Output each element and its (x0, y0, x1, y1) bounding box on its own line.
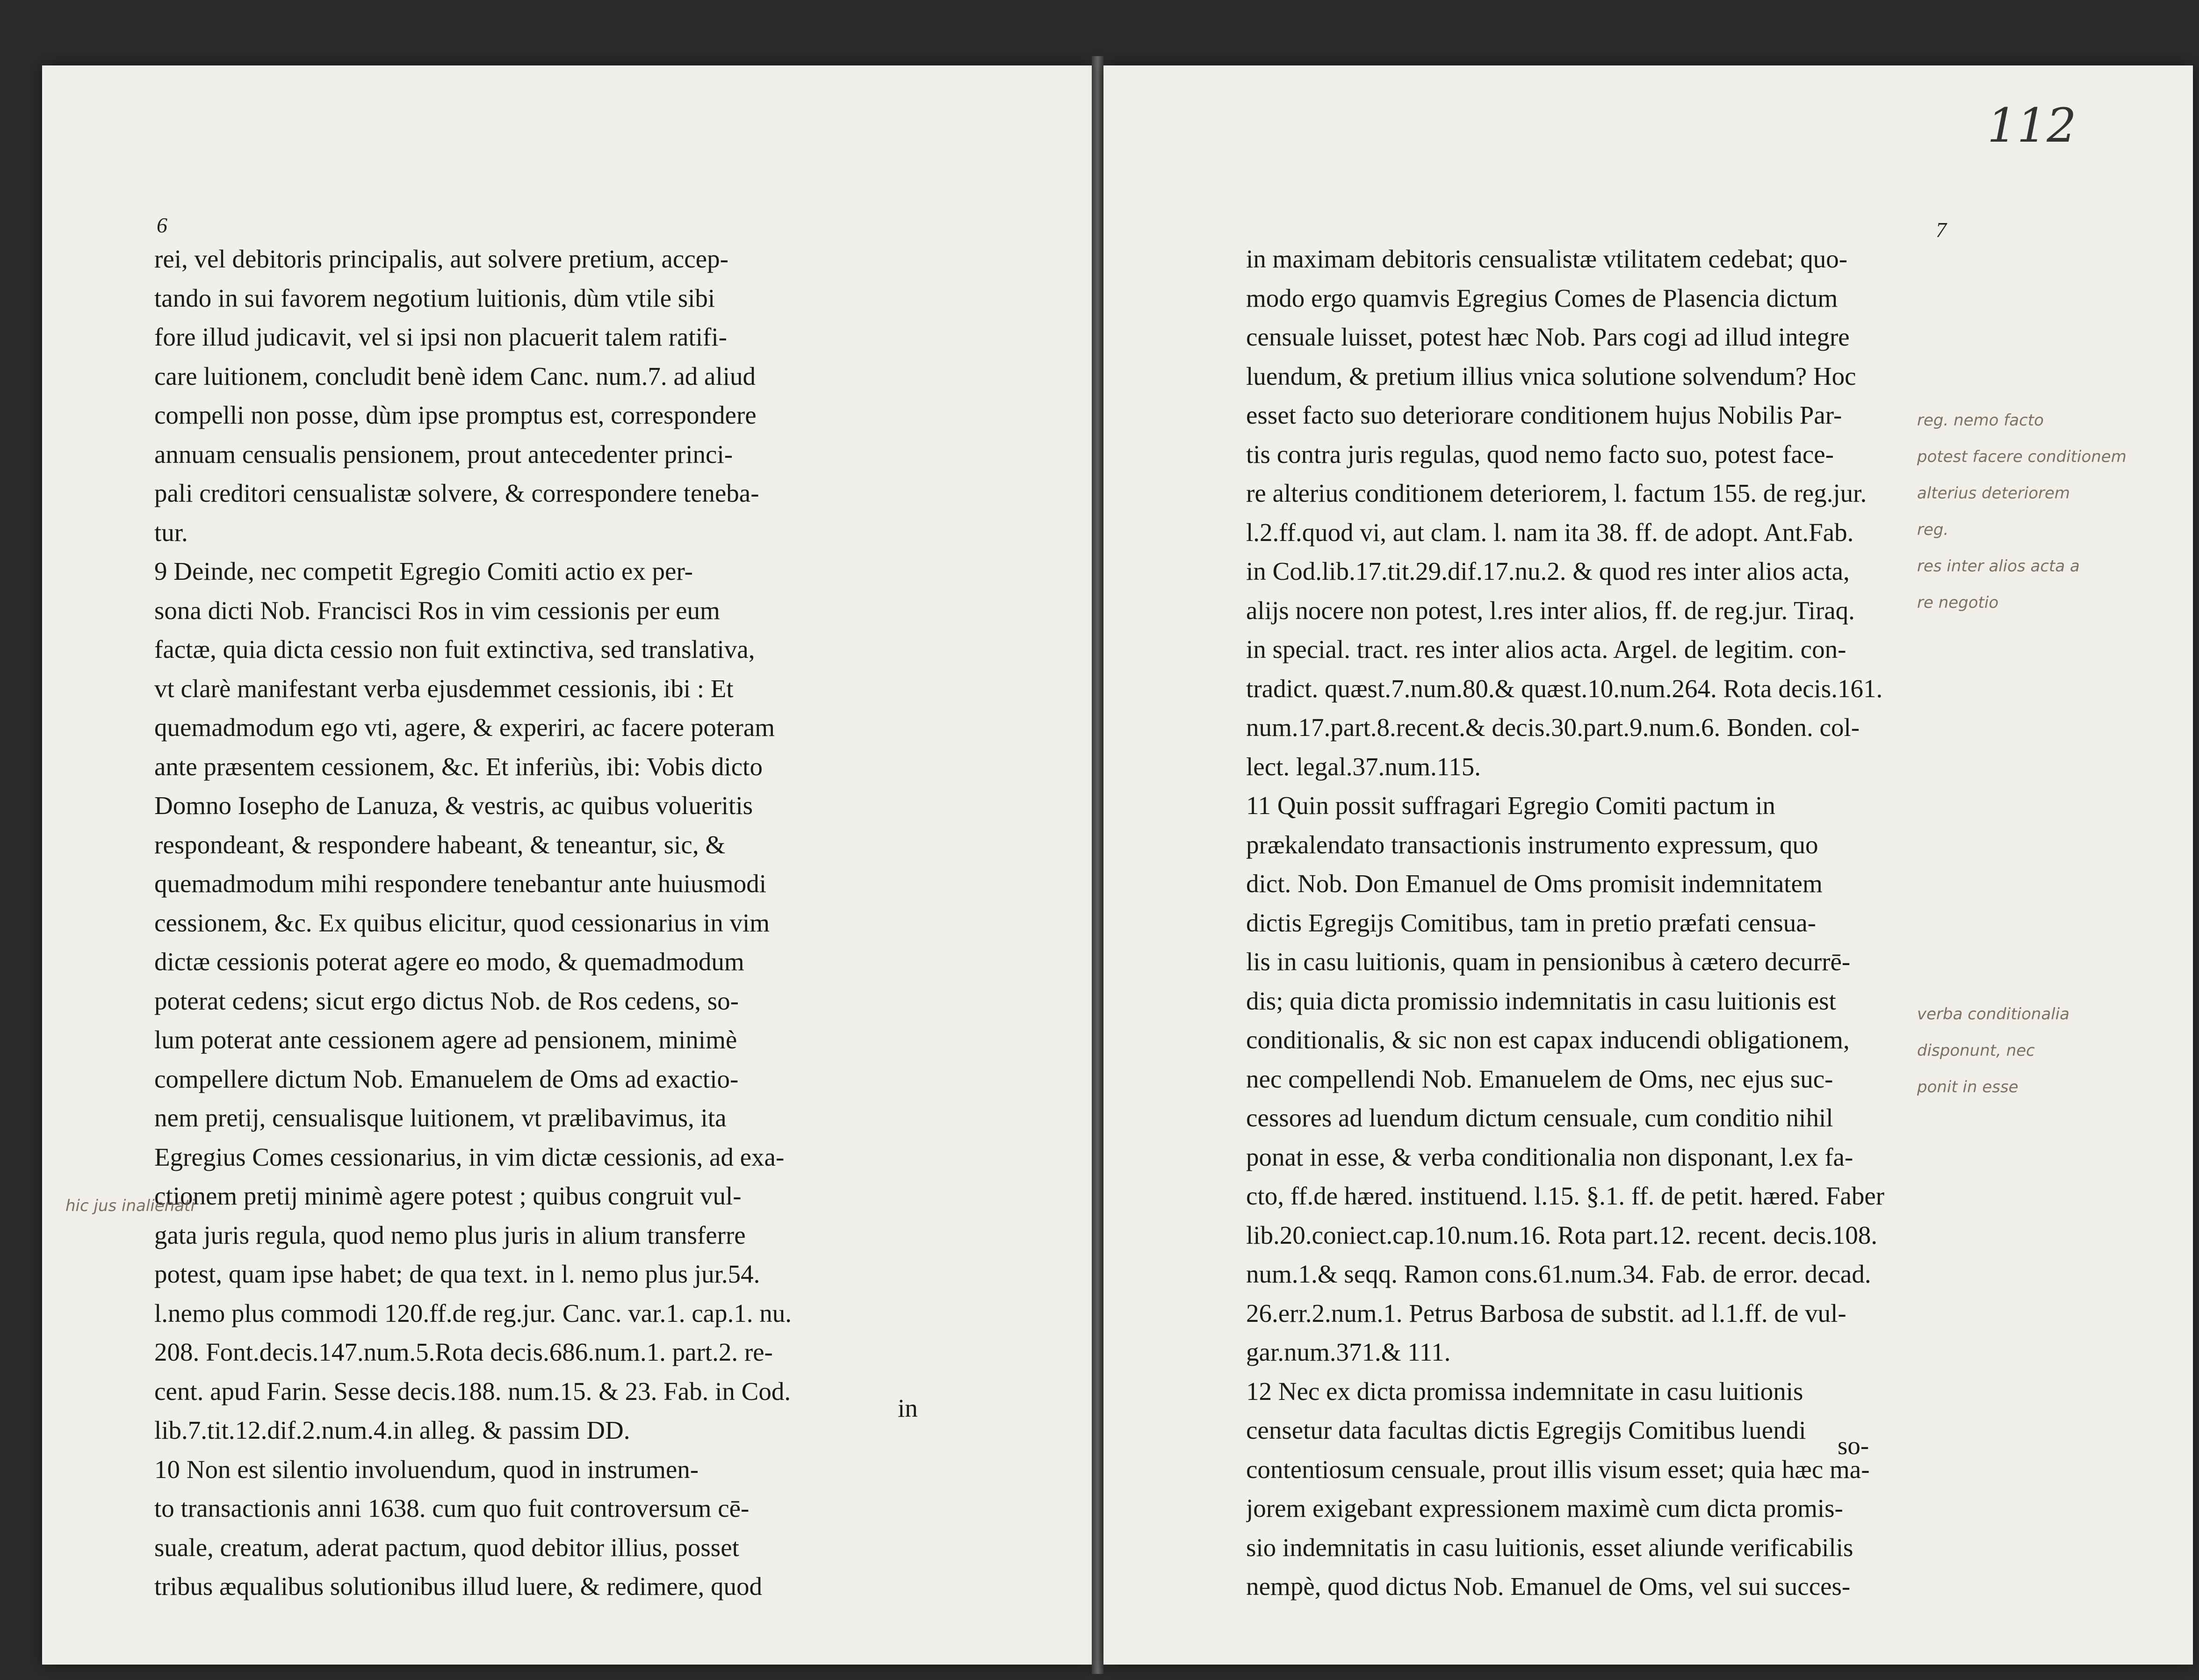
text-line: tis contra juris regulas, quod nemo facto suo, potest face- (1246, 440, 1834, 469)
text-line: compellere dictum Nob. Emanuelem de Oms ad exactio- (154, 1064, 739, 1093)
text-line: cent. apud Farin. Sesse decis.188. num.15. & 23. Fab. in Cod. (154, 1377, 791, 1406)
text-line: cto, ff.de hæred. instituend. l.15. §.1. ff. de petit. hæred. Faber (1246, 1182, 1885, 1210)
text-line: tradict. quæst.7.num.80.& quæst.10.num.264. Rota decis.161. (1246, 674, 1883, 703)
text-line: lib.20.coniect.cap.10.num.16. Rota part.12. recent. decis.108. (1246, 1220, 1878, 1249)
text-line: num.17.part.8.recent.& decis.30.part.9.num.6. Bonden. col- (1246, 713, 1860, 742)
text-line: 11 Quin possit suffragari Egregio Comiti pactum in (1246, 791, 1775, 820)
text-line: dictæ cessionis poterat agere eo modo, & quemadmodum (154, 947, 744, 976)
text-line: poterat cedens; sicut ergo dictus Nob. de Ros cedens, so- (154, 986, 739, 1015)
text-line: potest facere conditionem (1917, 447, 2127, 466)
text-line: gar.num.371.& 111. (1246, 1338, 1451, 1366)
text-line: in special. tract. res inter alios acta. Argel. de legitim. con- (1246, 635, 1846, 663)
text-line: jorem exigebant expressionem maximè cum dicta promis- (1246, 1494, 1843, 1522)
text-line: censuale luisset, potest hæc Nob. Pars cogi ad illud integre (1246, 323, 1850, 351)
text-line: dis; quia dicta promissio indemnitatis in casu luitionis est (1246, 986, 1836, 1015)
text-line: compelli non posse, dùm ipse promptus est, correspondere (154, 401, 757, 429)
text-line: tando in sui favorem negotium luitionis, dùm vtile sibi (154, 283, 715, 312)
right-folio: 7 (1936, 218, 1947, 242)
text-line: l.2.ff.quod vi, aut clam. l. nam ita 38. ff. de adopt. Ant.Fab. (1246, 518, 1854, 547)
text-line: sona dicti Nob. Francisci Ros in vim cessionis per eum (154, 596, 720, 625)
text-line: ponit in esse (1917, 1078, 2019, 1096)
text-line: lect. legal.37.num.115. (1246, 752, 1481, 781)
text-line: alterius deteriorem (1917, 484, 2070, 503)
text-line: in Cod.lib.17.tit.29.dif.17.nu.2. & quod res inter alios acta, (1246, 557, 1850, 585)
text-line: to transactionis anni 1638. cum quo fuit controversum cē- (154, 1494, 750, 1522)
text-line: 12 Nec ex dicta promissa indemnitate in casu luitionis (1246, 1377, 1803, 1406)
text-line: res inter alios acta a (1917, 557, 2080, 576)
right-margin-note-2 (1917, 996, 2113, 1105)
left-margin-note: hic jus inalienati (65, 1197, 195, 1215)
text-line: nec compellendi Nob. Emanuelem de Oms, nec ejus suc- (1246, 1064, 1833, 1093)
text-line: verba conditionalia (1917, 1005, 2070, 1024)
text-line: luendum, & pretium illius vnica solutione solvendum? Hoc (1246, 361, 1856, 390)
text-line: re negotio (1917, 593, 1999, 612)
text-line: reg. (1917, 520, 1949, 539)
text-line: 10 Non est silentio involuendum, quod in instrumen- (154, 1455, 699, 1484)
text-line: vt clarè manifestant verba ejusdemmet cessionis, ibi : Et (154, 674, 734, 703)
text-line: cessores ad luendum dictum censuale, cum conditio nihil (1246, 1103, 1833, 1132)
left-folio: 6 (157, 213, 167, 237)
text-line: alijs nocere non potest, l.res inter alios, ff. de reg.jur. Tiraq. (1246, 596, 1855, 625)
text-line: prækalendato transactionis instrumento expressum, quo (1246, 830, 1818, 859)
text-line: fore illud judicavit, vel si ipsi non placuerit talem ratifi- (154, 323, 727, 351)
text-line: conditionalis, & sic non est capax inducendi obligationem, (1246, 1025, 1850, 1054)
text-line: modo ergo quamvis Egregius Comes de Plasencia dictum (1246, 283, 1838, 312)
text-line: dictis Egregijs Comitibus, tam in pretio præfati censua- (1246, 908, 1816, 937)
text-line: contentiosum censuale, prout illis visum esset; quia hæc ma- (1246, 1455, 1870, 1484)
text-line: Egregius Comes cessionarius, in vim dictæ cessionis, ad exa- (154, 1142, 785, 1171)
left-catchword: in (898, 1394, 918, 1422)
text-line: censetur data facultas dictis Egregijs Comitibus luendi (1246, 1416, 1806, 1444)
text-line: 208. Font.decis.147.num.5.Rota decis.686.num.1. part.2. re- (154, 1338, 773, 1366)
text-line: lum poterat ante cessionem agere ad pensionem, minimè (154, 1025, 737, 1054)
archive-folio-number: 112 (1987, 98, 2076, 153)
text-line: quemadmodum ego vti, agere, & experiri, ac facere poteram (154, 713, 775, 742)
text-line: re alterius conditionem deteriorem, l. factum 155. de reg.jur. (1246, 479, 1867, 507)
text-line: rei, vel debitoris principalis, aut solvere pretium, accep- (154, 245, 728, 273)
right-margin-note-1 (1917, 402, 2127, 621)
text-line: respondeant, & respondere habeant, & teneantur, sic, & (154, 830, 726, 859)
text-line: reg. nemo facto (1917, 411, 2044, 430)
text-line: ponat in esse, & verba conditionalia non disponant, l.ex fa- (1246, 1142, 1853, 1171)
text-line: annuam censualis pensionem, prout antecedenter princi- (154, 440, 733, 469)
text-line: nem pretij, censualisque luitionem, vt prælibavimus, ita (154, 1103, 727, 1132)
book-gutter (1092, 56, 1103, 1674)
text-line: factæ, quia dicta cessio non fuit extinctiva, sed translativa, (154, 635, 755, 663)
text-line: 9 Deinde, nec competit Egregio Comiti actio ex per- (154, 557, 693, 585)
text-line: num.1.& seqq. Ramon cons.61.num.34. Fab. de error. decad. (1246, 1260, 1871, 1288)
text-line: tribus æqualibus solutionibus illud luere, & redimere, quod (154, 1572, 762, 1601)
text-line: esset facto suo deteriorare conditionem hujus Nobilis Par- (1246, 401, 1842, 429)
text-line: ante præsentem cessionem, &c. Et inferiùs, ibi: Vobis dicto (154, 752, 763, 781)
text-line: tur. (154, 518, 188, 547)
text-line: in maximam debitoris censualistæ vtilitatem cedebat; quo- (1246, 245, 1848, 273)
text-line: disponunt, nec (1917, 1041, 2035, 1060)
text-line: nempè, quod dictus Nob. Emanuel de Oms, vel sui succes- (1246, 1572, 1851, 1601)
right-catchword: so- (1838, 1431, 1869, 1460)
text-line: care luitionem, concludit benè idem Canc. num.7. ad aliud (154, 361, 756, 390)
text-line: dict. Nob. Don Emanuel de Oms promisit indemnitatem (1246, 869, 1823, 898)
text-line: potest, quam ipse habet; de qua text. in l. nemo plus jur.54. (154, 1260, 760, 1288)
text-line: l.nemo plus commodi 120.ff.de reg.jur. Canc. var.1. cap.1. nu. (154, 1298, 792, 1327)
text-line: gata juris regula, quod nemo plus juris in alium transferre (154, 1220, 746, 1249)
text-line: cessionem, &c. Ex quibus elicitur, quod cessionarius in vim (154, 908, 770, 937)
text-line: lib.7.tit.12.dif.2.num.4.in alleg. & passim DD. (154, 1416, 630, 1444)
text-line: sio indemnitatis in casu luitionis, esset aliunde verificabilis (1246, 1533, 1853, 1562)
text-line: lis in casu luitionis, quam in pensionibus à cætero decurrē- (1246, 947, 1851, 976)
text-line: ctionem pretij minimè agere potest ; quibus congruit vul- (154, 1182, 742, 1210)
text-line: quemadmodum mihi respondere tenebantur ante huiusmodi (154, 869, 766, 898)
text-line: pali creditori censualistæ solvere, & correspondere teneba- (154, 479, 759, 507)
text-line: suale, creatum, aderat pactum, quod debitor illius, posset (154, 1533, 739, 1562)
text-line: Domno Iosepho de Lanuza, & vestris, ac quibus volueritis (154, 791, 753, 820)
text-line: 26.err.2.num.1. Petrus Barbosa de substit. ad l.1.ff. de vul- (1246, 1298, 1846, 1327)
left-page-text (154, 239, 959, 1606)
